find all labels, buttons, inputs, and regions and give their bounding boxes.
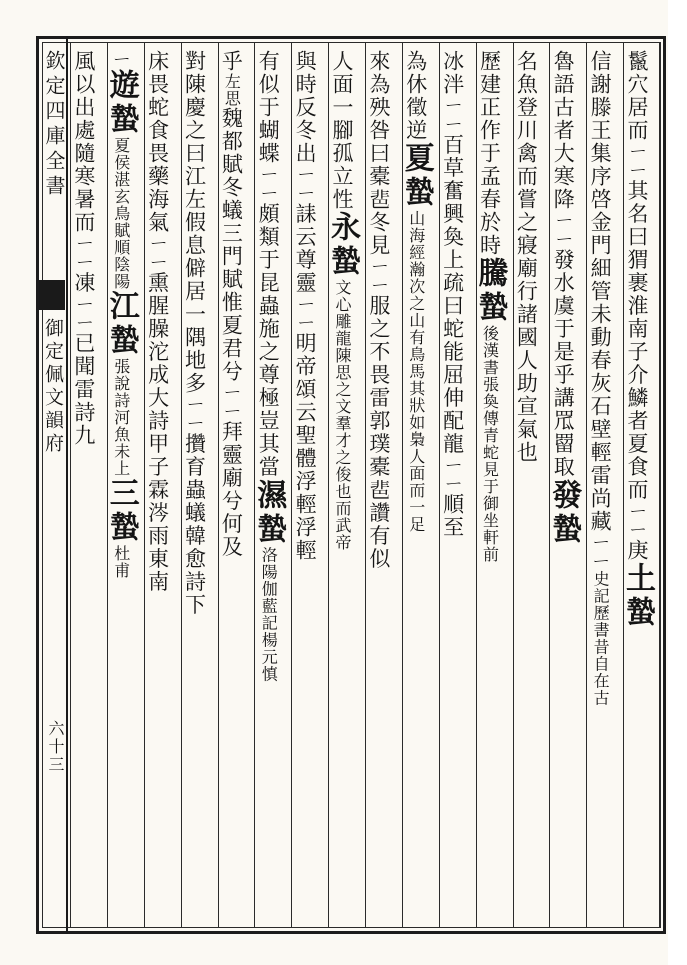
text-column (325, 50, 362, 910)
annotation-text: 後漢書張奐傳青蛇見于御坐軒前 (480, 325, 500, 563)
body-text: 冰泮ㄧㄧ百草奮興 (440, 50, 465, 226)
headword: 夏蟄 (398, 142, 434, 210)
text-column (589, 50, 620, 910)
body-text: 對陳慶之曰江左假息僻居一隅地多ㄧㄧ攢育蟲蟻韓愈詩下 (182, 50, 207, 617)
body-text: 歷建正作于孟春於時 (477, 50, 502, 257)
text-column (516, 50, 547, 910)
body-text: 床畏蛇食畏藥海氣ㄧㄧ熏腥臊沱成大詩甲子霖涔雨東南 (145, 50, 170, 594)
annotation-text: 洛陽伽藍記楊元慎 (259, 546, 279, 683)
text-column (221, 50, 252, 910)
text-column (251, 50, 288, 910)
annotation-text: 山海經瀚次之山有鳥馬其狀如梟人面而一足 (406, 210, 426, 533)
body-text: 人面一腳孤立性 (330, 50, 354, 211)
headword: 土蟄 (620, 562, 655, 631)
body-text: 信謝滕王集序啓金門細管未動春灰石壁輕雷尚藏ㄧㄧ (588, 50, 613, 571)
text-column (73, 50, 104, 910)
body-text: 風 (71, 50, 96, 73)
text-column (368, 50, 399, 910)
body-text: 乎 (219, 50, 244, 73)
text-column (294, 50, 325, 910)
body-text: ㄧ (108, 50, 133, 69)
headword: 永蟄 (325, 211, 360, 279)
body-text: 詩九 (71, 401, 96, 448)
annotation-text: 史記歷書昔自在古 (591, 570, 611, 707)
body-text: 以出處隨寒暑而ㄧㄧ (71, 73, 96, 272)
text-column (103, 50, 141, 910)
text-column (398, 50, 436, 910)
column-rule (660, 42, 661, 928)
body-text: 魏都賦 (219, 107, 244, 176)
body-text: 冬蟻三門賦惟夏君兮ㄧㄧ拜靈廟兮何及 (219, 176, 244, 559)
text-column (472, 50, 510, 910)
headword: 江蟄 (103, 289, 139, 358)
body-text: 來為殃咎 (366, 50, 391, 142)
body-text: 魯語古者大寒降ㄧㄧ發水虞于是乎講罛罶取 (551, 50, 576, 479)
annotation-text: 文心雕龍陳思之文羣才之俊也而武帝 (333, 279, 352, 551)
body-text: 曰橐𩇯冬見ㄧㄧ服之不畏雷郭璞橐𩇯讚有似 (366, 142, 391, 571)
headword: 濕蟄 (251, 478, 287, 547)
annotation-text: 左思 (222, 73, 242, 107)
text-column (442, 50, 473, 910)
body-text: 與時反冬出ㄧㄧ (293, 50, 318, 203)
text-column (546, 50, 583, 910)
body-text: 名魚登川禽而嘗之寢廟行諸國人助宣氣也 (514, 50, 539, 464)
headword: 騰蟄 (472, 257, 508, 325)
folio-number: 六十三 (46, 720, 65, 774)
body-text: 為休徵逆 (403, 50, 428, 142)
headword: 遊蟄 (103, 68, 139, 137)
body-text: 有似于蝴蝶ㄧㄧ頗類于昆蟲施之尊極豈其當 (256, 50, 281, 479)
section-title: 御定佩文韻府 (42, 318, 64, 456)
body-text: 鬣穴居而ㄧㄧ其名曰猬裹淮南子介鱗者夏食而ㄧㄧ庚 (625, 50, 649, 563)
text-column (184, 50, 215, 910)
annotation-text: 杜甫 (111, 544, 131, 579)
fish-tail-mark (39, 280, 65, 310)
body-text: 誄云尊靈ㄧㄧ明帝頌云聖體浮輕浮輕 (293, 202, 318, 563)
headword: 發蟄 (546, 478, 582, 547)
body-text: 奐上疏曰蛇能屈伸配龍ㄧㄧ順至 (440, 225, 465, 540)
annotation-text: 夏侯湛玄鳥賦順陰陽 (111, 136, 131, 290)
body-text: 凍ㄧㄧ已聞雷 (71, 271, 96, 402)
text-column (147, 50, 178, 910)
text-column (620, 50, 657, 910)
page-edge (668, 0, 687, 965)
annotation-text: 張說詩河魚未上 (111, 357, 131, 477)
book-title: 欽定四庫全書 (42, 50, 66, 200)
headword: 三蟄 (103, 476, 139, 545)
